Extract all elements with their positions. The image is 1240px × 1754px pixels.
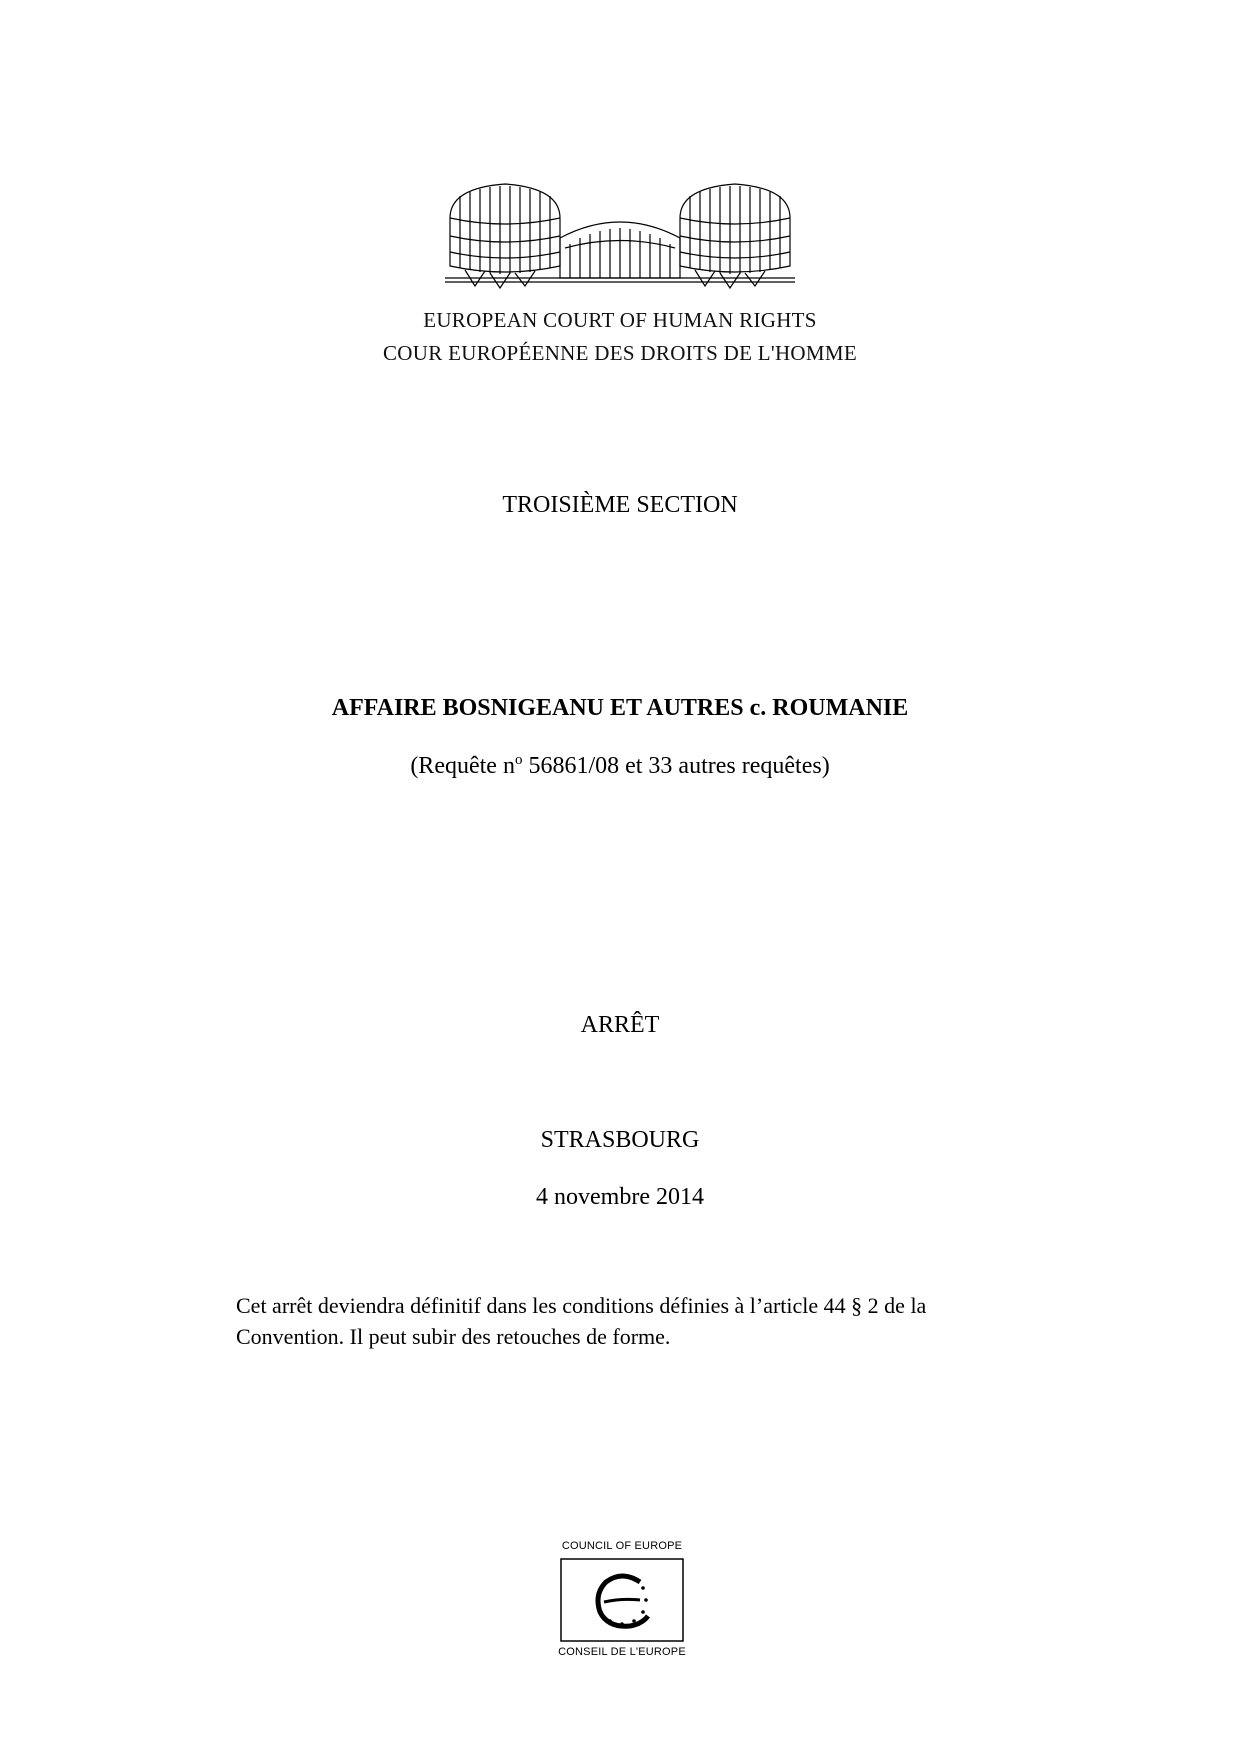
court-name-english: EUROPEAN COURT OF HUMAN RIGHTS	[423, 308, 817, 332]
application-suffix: 56861/08 et 33 autres requêtes)	[522, 753, 830, 779]
application-number	[200, 752, 1040, 780]
case-title: AFFAIRE BOSNIGEANU ET AUTRES c. ROUMANIE	[331, 695, 909, 721]
council-of-europe-icon	[560, 1558, 684, 1642]
council-name-english: COUNCIL OF EUROPE	[561, 1540, 683, 1552]
judgment-label: ARRÊT	[580, 1012, 660, 1038]
section-heading: TROISIÈME SECTION	[502, 492, 738, 518]
finality-notice: Cet arrêt deviendra définitif dans les conditions définies à l’article 44 § 2 de la Convention. Il peut subir des retouches de forme.	[236, 1293, 927, 1349]
court-building-icon	[445, 178, 795, 293]
application-superscript: o	[514, 752, 523, 768]
court-name-french: COUR EUROPÉENNE DES DROITS DE L'HOMME	[383, 341, 857, 365]
application-prefix: (Requête n	[410, 753, 515, 779]
judgment-date: 4 novembre 2014	[536, 1184, 704, 1210]
council-name-french: CONSEIL DE L'EUROPE	[558, 1646, 686, 1658]
place-label: STRASBOURG	[540, 1127, 700, 1153]
